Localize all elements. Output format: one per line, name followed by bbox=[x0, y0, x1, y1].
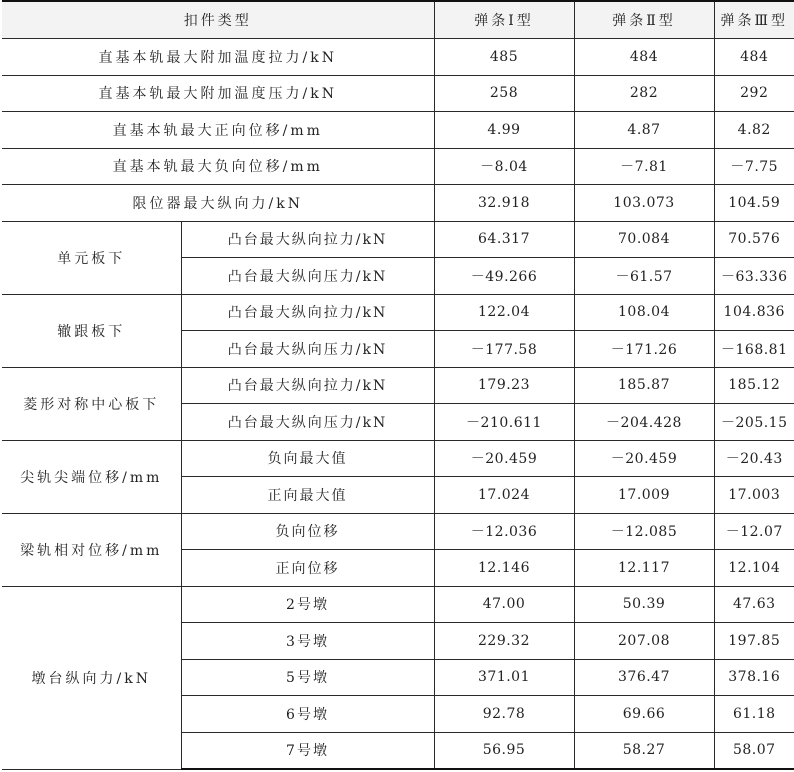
cell-value: 4.99 bbox=[434, 112, 574, 149]
table-row bbox=[2, 586, 794, 623]
cell-value: 104.59 bbox=[714, 185, 794, 222]
sub-label: 6号墩 bbox=[181, 696, 434, 733]
cell-value: 376.47 bbox=[574, 659, 714, 696]
cell-value: 4.87 bbox=[574, 112, 714, 149]
header-category: 扣件类型 bbox=[2, 1, 434, 39]
group-label: 尖轨尖端位移/mm bbox=[2, 440, 181, 513]
cell-value: 32.918 bbox=[434, 185, 574, 222]
cell-value: －49.266 bbox=[434, 258, 574, 295]
cell-value: 4.82 bbox=[714, 112, 794, 149]
row-label: 直基本轨最大附加温度拉力/kN bbox=[2, 39, 434, 76]
cell-value: 64.317 bbox=[434, 221, 574, 258]
cell-value: －177.58 bbox=[434, 331, 574, 368]
cell-value: －168.81 bbox=[714, 331, 794, 368]
group-label: 单元板下 bbox=[2, 221, 181, 294]
table-row bbox=[2, 75, 794, 112]
group-label: 菱形对称中心板下 bbox=[2, 367, 181, 440]
cell-value: 61.18 bbox=[714, 696, 794, 733]
cell-value: 258 bbox=[434, 75, 574, 112]
table-row bbox=[2, 294, 794, 331]
cell-value: －7.75 bbox=[714, 148, 794, 185]
sub-label: 凸台最大纵向拉力/kN bbox=[181, 221, 434, 258]
cell-value: 484 bbox=[714, 39, 794, 76]
cell-value: 58.27 bbox=[574, 732, 714, 769]
cell-value: 92.78 bbox=[434, 696, 574, 733]
group-label: 梁轨相对位移/mm bbox=[2, 513, 181, 586]
cell-value: －20.459 bbox=[434, 440, 574, 477]
cell-value: 17.024 bbox=[434, 477, 574, 514]
cell-value: －8.04 bbox=[434, 148, 574, 185]
cell-value: 378.16 bbox=[714, 659, 794, 696]
cell-value: 17.003 bbox=[714, 477, 794, 514]
cell-value: 56.95 bbox=[434, 732, 574, 769]
sub-label: 5号墩 bbox=[181, 659, 434, 696]
group-label: 辙跟板下 bbox=[2, 294, 181, 367]
row-label: 直基本轨最大附加温度压力/kN bbox=[2, 75, 434, 112]
cell-value: 229.32 bbox=[434, 623, 574, 660]
table-row bbox=[2, 367, 794, 404]
cell-value: 282 bbox=[574, 75, 714, 112]
cell-value: －12.036 bbox=[434, 513, 574, 550]
sub-label: 负向最大值 bbox=[181, 440, 434, 477]
cell-value: 122.04 bbox=[434, 294, 574, 331]
table-row bbox=[2, 221, 794, 258]
cell-value: 484 bbox=[574, 39, 714, 76]
cell-value: 12.104 bbox=[714, 550, 794, 587]
cell-value: －210.611 bbox=[434, 404, 574, 441]
header-type-1: 弹条Ⅰ型 bbox=[434, 1, 574, 39]
cell-value: 185.87 bbox=[574, 367, 714, 404]
cell-value: 17.009 bbox=[574, 477, 714, 514]
cell-value: 70.576 bbox=[714, 221, 794, 258]
cell-value: 47.00 bbox=[434, 586, 574, 623]
cell-value: 47.63 bbox=[714, 586, 794, 623]
cell-value: －12.085 bbox=[574, 513, 714, 550]
fastener-comparison-table bbox=[2, 0, 794, 770]
cell-value: －61.57 bbox=[574, 258, 714, 295]
header-type-3: 弹条Ⅲ型 bbox=[714, 1, 794, 39]
cell-value: 485 bbox=[434, 39, 574, 76]
sub-label: 正向最大值 bbox=[181, 477, 434, 514]
table-row bbox=[2, 148, 794, 185]
row-label: 限位器最大纵向力/kN bbox=[2, 185, 434, 222]
cell-value: －20.43 bbox=[714, 440, 794, 477]
group-label: 墩台纵向力/kN bbox=[2, 586, 181, 769]
sub-label: 7号墩 bbox=[181, 732, 434, 769]
cell-value: －205.15 bbox=[714, 404, 794, 441]
cell-value: 108.04 bbox=[574, 294, 714, 331]
cell-value: 104.836 bbox=[714, 294, 794, 331]
sub-label: 3号墩 bbox=[181, 623, 434, 660]
cell-value: 371.01 bbox=[434, 659, 574, 696]
cell-value: 179.23 bbox=[434, 367, 574, 404]
header-type-2: 弹条Ⅱ型 bbox=[574, 1, 714, 39]
table-row bbox=[2, 185, 794, 222]
cell-value: 185.12 bbox=[714, 367, 794, 404]
cell-value: 197.85 bbox=[714, 623, 794, 660]
cell-value: 58.07 bbox=[714, 732, 794, 769]
sub-label: 负向位移 bbox=[181, 513, 434, 550]
sub-label: 凸台最大纵向拉力/kN bbox=[181, 367, 434, 404]
table-row bbox=[2, 39, 794, 76]
sub-label: 2号墩 bbox=[181, 586, 434, 623]
cell-value: －7.81 bbox=[574, 148, 714, 185]
cell-value: －171.26 bbox=[574, 331, 714, 368]
cell-value: 12.146 bbox=[434, 550, 574, 587]
cell-value: 12.117 bbox=[574, 550, 714, 587]
table-row bbox=[2, 513, 794, 550]
sub-label: 凸台最大纵向压力/kN bbox=[181, 258, 434, 295]
sub-label: 正向位移 bbox=[181, 550, 434, 587]
row-label: 直基本轨最大正向位移/mm bbox=[2, 112, 434, 149]
cell-value: 50.39 bbox=[574, 586, 714, 623]
sub-label: 凸台最大纵向压力/kN bbox=[181, 331, 434, 368]
cell-value: －63.336 bbox=[714, 258, 794, 295]
cell-value: 70.084 bbox=[574, 221, 714, 258]
cell-value: －12.07 bbox=[714, 513, 794, 550]
cell-value: 292 bbox=[714, 75, 794, 112]
sub-label: 凸台最大纵向拉力/kN bbox=[181, 294, 434, 331]
cell-value: 207.08 bbox=[574, 623, 714, 660]
cell-value: －204.428 bbox=[574, 404, 714, 441]
cell-value: －20.459 bbox=[574, 440, 714, 477]
cell-value: 103.073 bbox=[574, 185, 714, 222]
table-row bbox=[2, 112, 794, 149]
sub-label: 凸台最大纵向压力/kN bbox=[181, 404, 434, 441]
table-row bbox=[2, 440, 794, 477]
row-label: 直基本轨最大负向位移/mm bbox=[2, 148, 434, 185]
header-row bbox=[2, 1, 794, 39]
cell-value: 69.66 bbox=[574, 696, 714, 733]
